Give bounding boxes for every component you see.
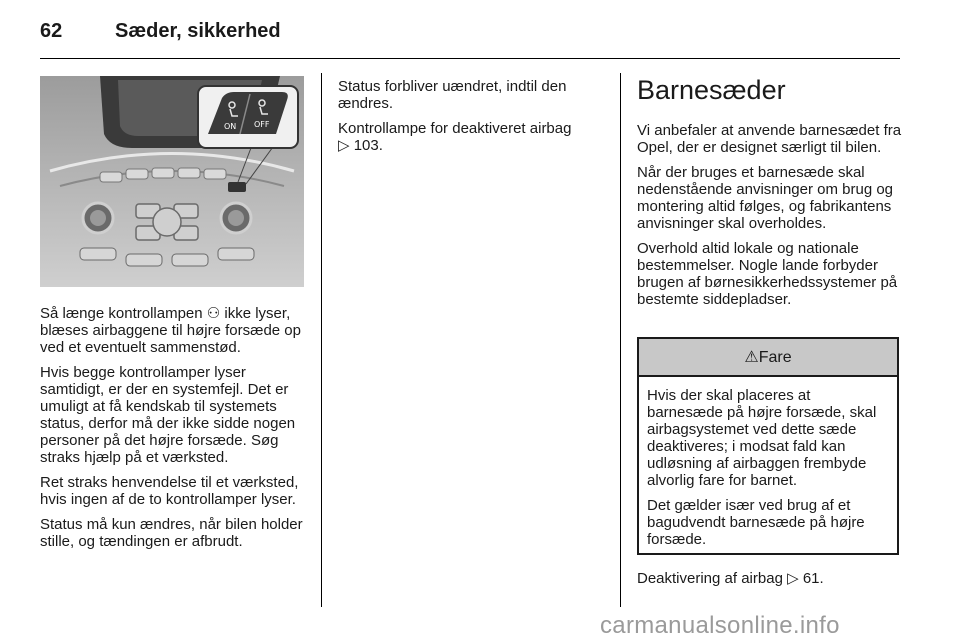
column-1 xyxy=(40,305,308,558)
page-number: 62 xyxy=(40,20,63,42)
paragraph: Status forbliver uændret, indtil den ændres. xyxy=(338,78,567,112)
paragraph: Status må kun ændres, når bilen holder stille, og tændingen er afbrudt. xyxy=(40,516,303,550)
danger-warning-box xyxy=(637,337,899,555)
paragraph: Hvis begge kontrollamper lyser samtidigt, er der en systemfejl. Det er umuligt at få kendskab til systemets status, derfor må der ikke sidde nogen personer på det højre forsæde. Søg straks hjælp på et værksted. xyxy=(40,364,296,466)
page-ref-link[interactable]: 61. xyxy=(802,570,824,587)
warning-title: Fare xyxy=(758,349,792,366)
column-2 xyxy=(338,78,610,162)
warning-triangle-icon: ⚠ xyxy=(744,347,759,366)
paragraph: Så længe kontrollampen ⚇ ikke lyser, blæses airbaggene til højre forsæde op ved et eventuelt sammenstød. xyxy=(40,304,301,356)
paragraph: Overhold altid lokale og nationale bestemmelser. Nogle lande forbyder brugen af børnesikkerhedssystemer på bestemte siddepladser. xyxy=(637,240,898,308)
paragraph: Kontrollampe for deaktiveret airbag ▷ 103. xyxy=(338,120,572,154)
dashboard-illustration xyxy=(40,76,304,287)
warning-header xyxy=(639,339,897,377)
airbag-indicator-icon: ⚇ xyxy=(206,304,221,322)
column-3 xyxy=(637,122,903,316)
section-heading: Barnesæder xyxy=(637,75,786,105)
footnote: Deaktivering af airbag ▷ 61. xyxy=(637,569,824,587)
paragraph: Vi anbefaler at anvende barnesædet fra Opel, der er designet særligt til bilen. xyxy=(637,122,902,156)
dashboard-photo xyxy=(40,76,304,287)
paragraph: Ret straks henvendelse til et værksted, hvis ingen af de to kontrollamper lyser. xyxy=(40,474,299,508)
warning-body xyxy=(639,377,897,548)
airbag-on-label: ON xyxy=(224,122,237,131)
paragraph: Hvis der skal placeres at barnesæde på højre forsæde, skal airbagsystemet ved dette sæde deaktiveres; i modsat fald kan udløsning af airbaggen frembyde alvorlig fare for barnet. xyxy=(647,387,877,489)
page-header xyxy=(40,14,900,59)
page-ref-link[interactable]: 103. xyxy=(353,137,383,154)
column-divider xyxy=(620,73,621,607)
paragraph: Når der bruges et barnesæde skal nedenstående anvisninger om brug og montering altid følges, og fabrikantens anvisninger skal overholdes. xyxy=(637,164,894,232)
page-ref-icon: ▷ xyxy=(787,569,799,587)
watermark: carmanualsonline.info xyxy=(600,612,840,639)
paragraph: Det gælder især ved brug af et bagudvendt barnesæde på højre forsæde. xyxy=(647,497,865,548)
airbag-off-label: OFF xyxy=(254,120,270,129)
page-ref-icon: ▷ xyxy=(338,136,350,154)
section-title: Sæder, sikkerhed xyxy=(115,20,281,42)
column-divider xyxy=(321,73,322,607)
